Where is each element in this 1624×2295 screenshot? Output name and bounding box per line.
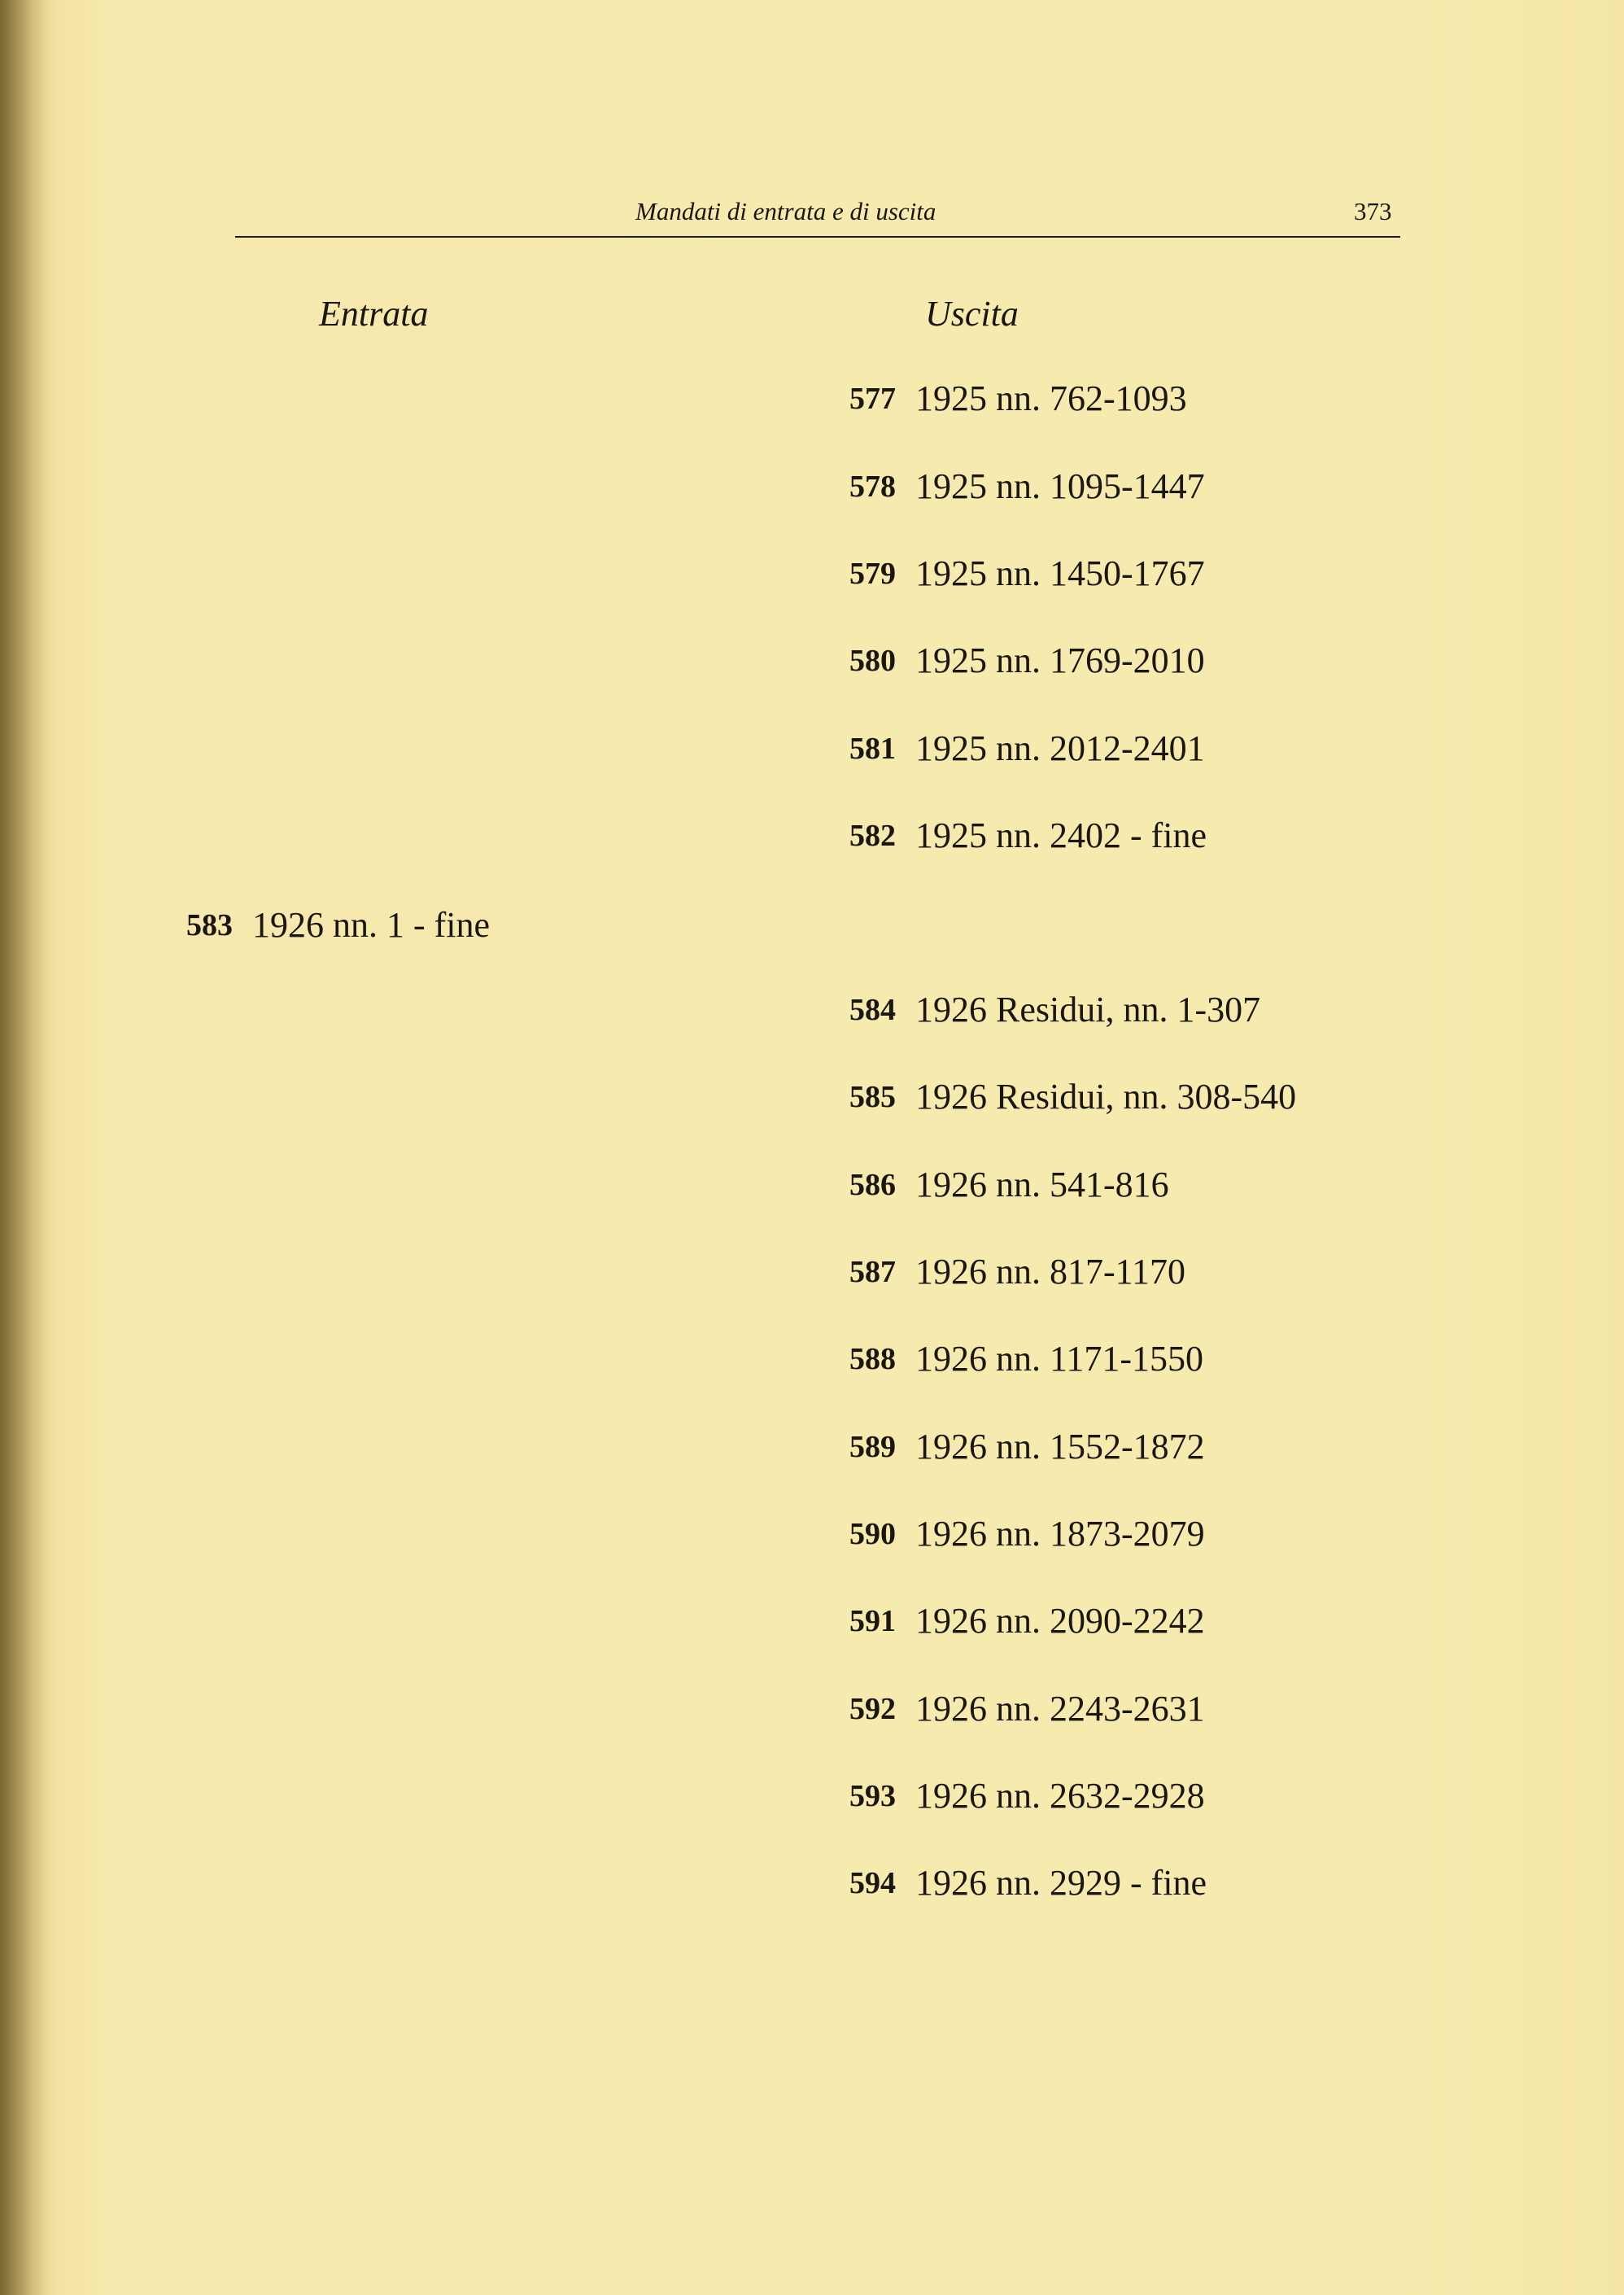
header-rule (235, 236, 1400, 238)
entry-description: 1926 nn. 2929 - fine (915, 1863, 1207, 1903)
entry-description: 1926 nn. 1171-1550 (915, 1339, 1204, 1379)
entry-description: 1926 nn. 1873-2079 (915, 1514, 1205, 1554)
entry-number: 589 (849, 1430, 896, 1464)
uscita-heading: Uscita (925, 294, 1019, 334)
entry-description: 1925 nn. 1095-1447 (915, 466, 1205, 506)
entry-number: 581 (849, 732, 896, 766)
entry-description: 1926 nn. 1 - fine (252, 905, 491, 945)
entry-description: 1926 Residui, nn. 308-540 (915, 1077, 1297, 1117)
entry-description: 1925 nn. 1450-1767 (915, 553, 1205, 593)
entry-description: 1926 nn. 817-1170 (915, 1252, 1186, 1292)
entry-description: 1926 nn. 2632-2928 (915, 1776, 1205, 1816)
binding-gutter-shadow (0, 0, 49, 2295)
entry-description: 1925 nn. 2402 - fine (915, 815, 1207, 855)
entry-number: 590 (849, 1517, 896, 1551)
entry-description: 1925 nn. 762-1093 (915, 378, 1187, 418)
entry-number: 587 (849, 1255, 896, 1289)
entry-number: 594 (849, 1866, 896, 1900)
entry-number: 592 (849, 1692, 896, 1726)
entry-description: 1926 nn. 2243-2631 (915, 1689, 1205, 1729)
entry-number: 582 (849, 819, 896, 853)
entry-number: 583 (186, 908, 233, 942)
entry-number: 585 (849, 1080, 896, 1114)
page-number: 373 (1354, 197, 1392, 225)
entry-description: 1926 nn. 2090-2242 (915, 1601, 1205, 1641)
entry-number: 588 (849, 1342, 896, 1376)
entry-description: 1925 nn. 2012-2401 (915, 728, 1205, 768)
entry-description: 1925 nn. 1769-2010 (915, 640, 1205, 680)
entrata-heading: Entrata (319, 294, 429, 334)
entry-description: 1926 nn. 1552-1872 (915, 1427, 1205, 1467)
entry-number: 584 (849, 993, 896, 1027)
entry-number: 580 (849, 644, 896, 678)
entry-number: 578 (849, 470, 896, 504)
entry-number: 591 (849, 1604, 896, 1638)
running-title: Mandati di entrata e di uscita (635, 197, 936, 225)
entry-description: 1926 nn. 541-816 (915, 1165, 1169, 1204)
entry-number: 593 (849, 1779, 896, 1813)
entry-number: 586 (849, 1168, 896, 1202)
entry-number: 579 (849, 557, 896, 591)
entry-description: 1926 Residui, nn. 1-307 (915, 990, 1261, 1029)
entry-number: 577 (849, 382, 896, 416)
